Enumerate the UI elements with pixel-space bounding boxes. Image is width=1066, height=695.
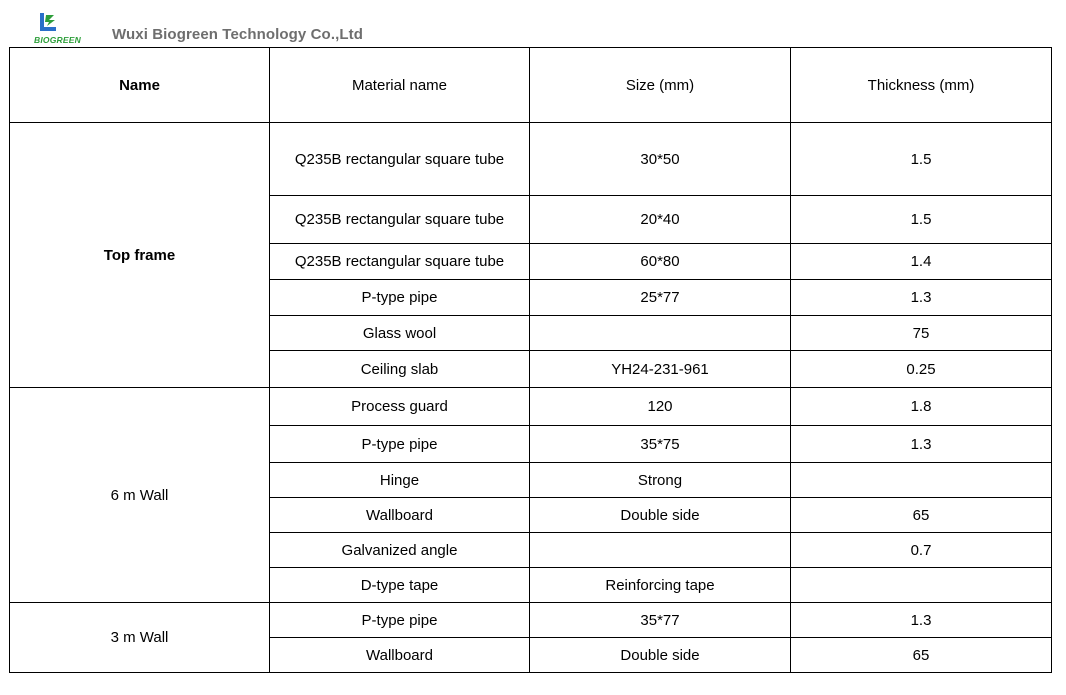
size-cell: 30*50 <box>530 123 791 196</box>
thickness-cell <box>791 463 1052 498</box>
thickness-cell: 1.5 <box>791 196 1052 244</box>
material-cell: Wallboard <box>270 498 530 533</box>
thickness-cell: 1.5 <box>791 123 1052 196</box>
material-cell: P-type pipe <box>270 426 530 463</box>
material-cell: Galvanized angle <box>270 533 530 568</box>
thickness-cell: 1.4 <box>791 244 1052 280</box>
size-cell: Reinforcing tape <box>530 568 791 603</box>
size-cell: 35*75 <box>530 426 791 463</box>
company-logo <box>34 12 92 46</box>
thickness-cell: 65 <box>791 498 1052 533</box>
material-cell: Hinge <box>270 463 530 498</box>
table-row <box>10 388 1052 426</box>
size-cell: Strong <box>530 463 791 498</box>
thickness-cell <box>791 568 1052 603</box>
header-size: Size (mm) <box>530 48 791 123</box>
document-header <box>0 0 1066 47</box>
materials-table <box>9 47 1052 673</box>
thickness-cell: 1.3 <box>791 426 1052 463</box>
thickness-cell: 1.3 <box>791 603 1052 638</box>
material-cell: P-type pipe <box>270 603 530 638</box>
material-cell: P-type pipe <box>270 280 530 316</box>
table-row <box>10 603 1052 638</box>
table-header-row <box>10 48 1052 123</box>
header-material-name: Material name <box>270 48 530 123</box>
group-name-3m-wall: 3 m Wall <box>10 603 270 673</box>
size-cell <box>530 533 791 568</box>
size-cell: Double side <box>530 638 791 673</box>
company-name: Wuxi Biogreen Technology Co.,Ltd <box>112 26 363 43</box>
biogreen-logo-icon <box>34 12 64 36</box>
material-cell: Process guard <box>270 388 530 426</box>
thickness-cell: 1.3 <box>791 280 1052 316</box>
material-cell: Glass wool <box>270 316 530 351</box>
size-cell: 35*77 <box>530 603 791 638</box>
header-thickness: Thickness (mm) <box>791 48 1052 123</box>
table-row <box>10 123 1052 196</box>
size-cell: YH24-231-961 <box>530 351 791 388</box>
thickness-cell: 0.7 <box>791 533 1052 568</box>
size-cell: 25*77 <box>530 280 791 316</box>
header-name: Name <box>10 48 270 123</box>
size-cell: 60*80 <box>530 244 791 280</box>
size-cell <box>530 316 791 351</box>
thickness-cell: 0.25 <box>791 351 1052 388</box>
group-name-top-frame: Top frame <box>10 123 270 388</box>
logo-wordmark: BIOGREEN <box>34 35 81 45</box>
material-cell: Q235B rectangular square tube <box>270 196 530 244</box>
thickness-cell: 65 <box>791 638 1052 673</box>
size-cell: 20*40 <box>530 196 791 244</box>
size-cell: Double side <box>530 498 791 533</box>
size-cell: 120 <box>530 388 791 426</box>
group-name-6m-wall: 6 m Wall <box>10 388 270 603</box>
thickness-cell: 75 <box>791 316 1052 351</box>
material-cell: Wallboard <box>270 638 530 673</box>
material-cell: D-type tape <box>270 568 530 603</box>
material-cell: Q235B rectangular square tube <box>270 244 530 280</box>
material-cell: Ceiling slab <box>270 351 530 388</box>
thickness-cell: 1.8 <box>791 388 1052 426</box>
material-cell: Q235B rectangular square tube <box>270 123 530 196</box>
